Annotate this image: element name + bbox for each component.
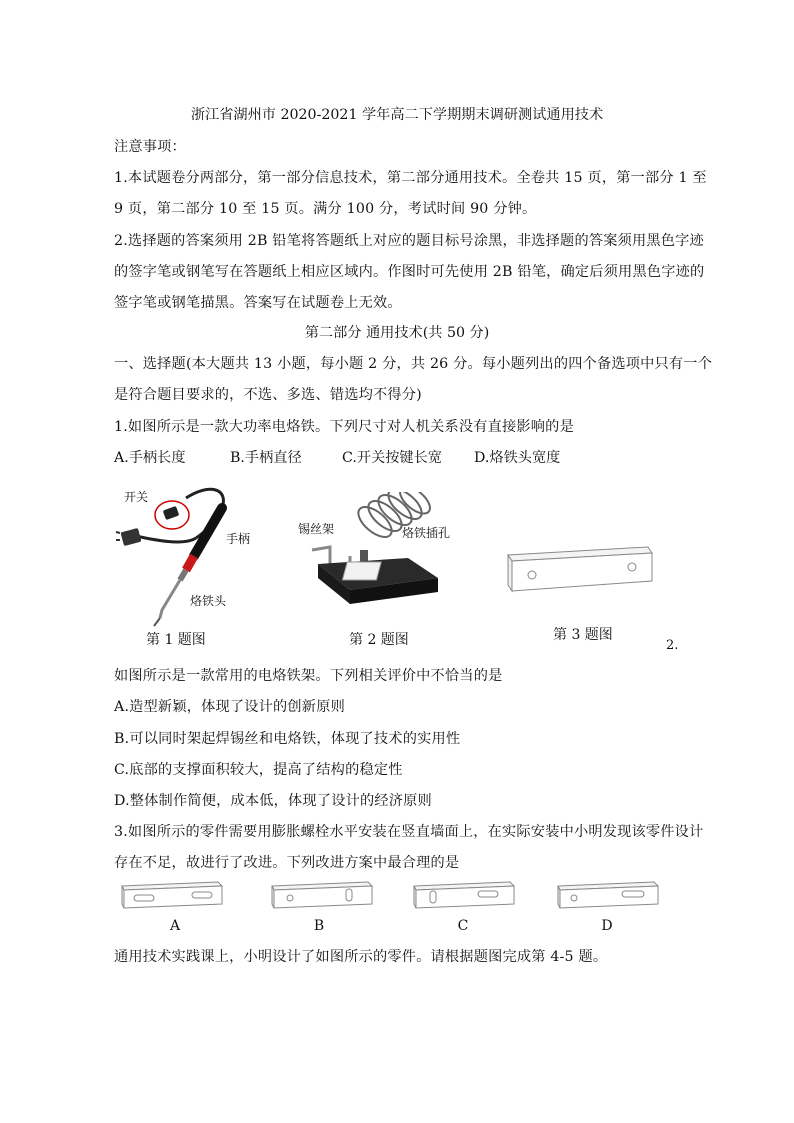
q3-option-c-label: C (457, 918, 469, 934)
soldering-stand-figure (300, 492, 450, 627)
label-iron-socket: 烙铁插孔 (402, 526, 451, 540)
q3-option-d-label: D (601, 918, 613, 934)
part2-heading: 第二部分 通用技术(共 50 分) (304, 325, 490, 341)
label-switch: 开关 (124, 490, 149, 504)
notice-line-2: 9 页，第二部分 10 至 15 页。满分 100 分，考试时间 90 分钟。 (114, 201, 537, 217)
q2-option-a: A.造型新颖，体现了设计的创新原则 (114, 699, 345, 715)
q3-option-a-label: A (169, 918, 181, 934)
label-solder-rack: 锡丝架 (298, 522, 335, 536)
label-handle: 手柄 (226, 532, 251, 546)
notice-line-3: 2.选择题的答案须用 2B 铅笔将答题纸上对应的题目标号涂黑，非选择题的答案须用黑色字迹 (114, 233, 704, 249)
q1-option-d: D.烙铁头宽度 (474, 450, 561, 466)
page-title: 浙江省湖州市 2020-2021 学年高二下学期期末调研测试通用技术 (190, 107, 604, 123)
plate-figure (500, 545, 660, 600)
q3-option-a-figure (116, 878, 226, 914)
q1-option-c: C.开关按键长宽 (342, 450, 442, 466)
q1-option-a: A.手柄长度 (114, 450, 186, 466)
q2-option-c: C.底部的支撑面积较大，提高了结构的稳定性 (114, 762, 403, 778)
q2-option-b: B.可以同时架起焊锡丝和电烙铁，体现了技术的实用性 (114, 731, 461, 747)
notice-heading: 注意事项： (114, 139, 186, 155)
figure-2-caption: 第 2 题图 (349, 632, 409, 648)
figure-3-caption: 第 3 题图 (553, 627, 613, 643)
q3-option-b-label: B (313, 918, 325, 934)
q3-option-b-figure (266, 878, 376, 914)
q2-number: 2. (666, 638, 679, 653)
section1-line-2: 是符合题目要求的，不选、多选、错选均不得分) (114, 387, 422, 403)
q1-option-b: B.手柄直径 (230, 450, 302, 466)
label-tip: 烙铁头 (190, 594, 227, 608)
q3-stem-2: 存在不足，故进行了改进。下列改进方案中最合理的是 (114, 855, 460, 871)
q1-stem: 1.如图所示是一款大功率电烙铁。下列尺寸对人机关系没有直接影响的是 (114, 419, 574, 435)
q3-option-d-figure (552, 878, 662, 914)
q3-stem-1: 3.如图所示的零件需要用膨胀螺栓水平安装在竖直墙面上，在实际安装中小明发现该零件设计 (114, 824, 704, 840)
figure-1-caption: 第 1 题图 (146, 632, 206, 648)
q45-intro: 通用技术实践课上，小明设计了如图所示的零件。请根据题图完成第 4-5 题。 (114, 949, 608, 965)
q2-option-d: D.整体制作简便，成本低，体现了设计的经济原则 (114, 793, 432, 809)
notice-line-4: 的签字笔或钢笔写在答题纸上相应区域内。作图时可先使用 2B 铅笔，确定后须用黑色字迹的 (114, 264, 705, 280)
q3-option-c-figure (408, 878, 518, 914)
section1-line-1: 一、选择题(本大题共 13 小题，每小题 2 分，共 26 分。每小题列出的四个备选项中只有一个 (114, 356, 713, 372)
q2-stem: 如图所示是一款常用的电烙铁架。下列相关评价中不恰当的是 (114, 668, 503, 684)
notice-line-5: 签字笔或钢笔描黑。答案写在试题卷上无效。 (114, 295, 402, 311)
notice-line-1: 1.本试题卷分两部分，第一部分信息技术，第二部分通用技术。全卷共 15 页，第一部分 1 至 (114, 170, 707, 186)
